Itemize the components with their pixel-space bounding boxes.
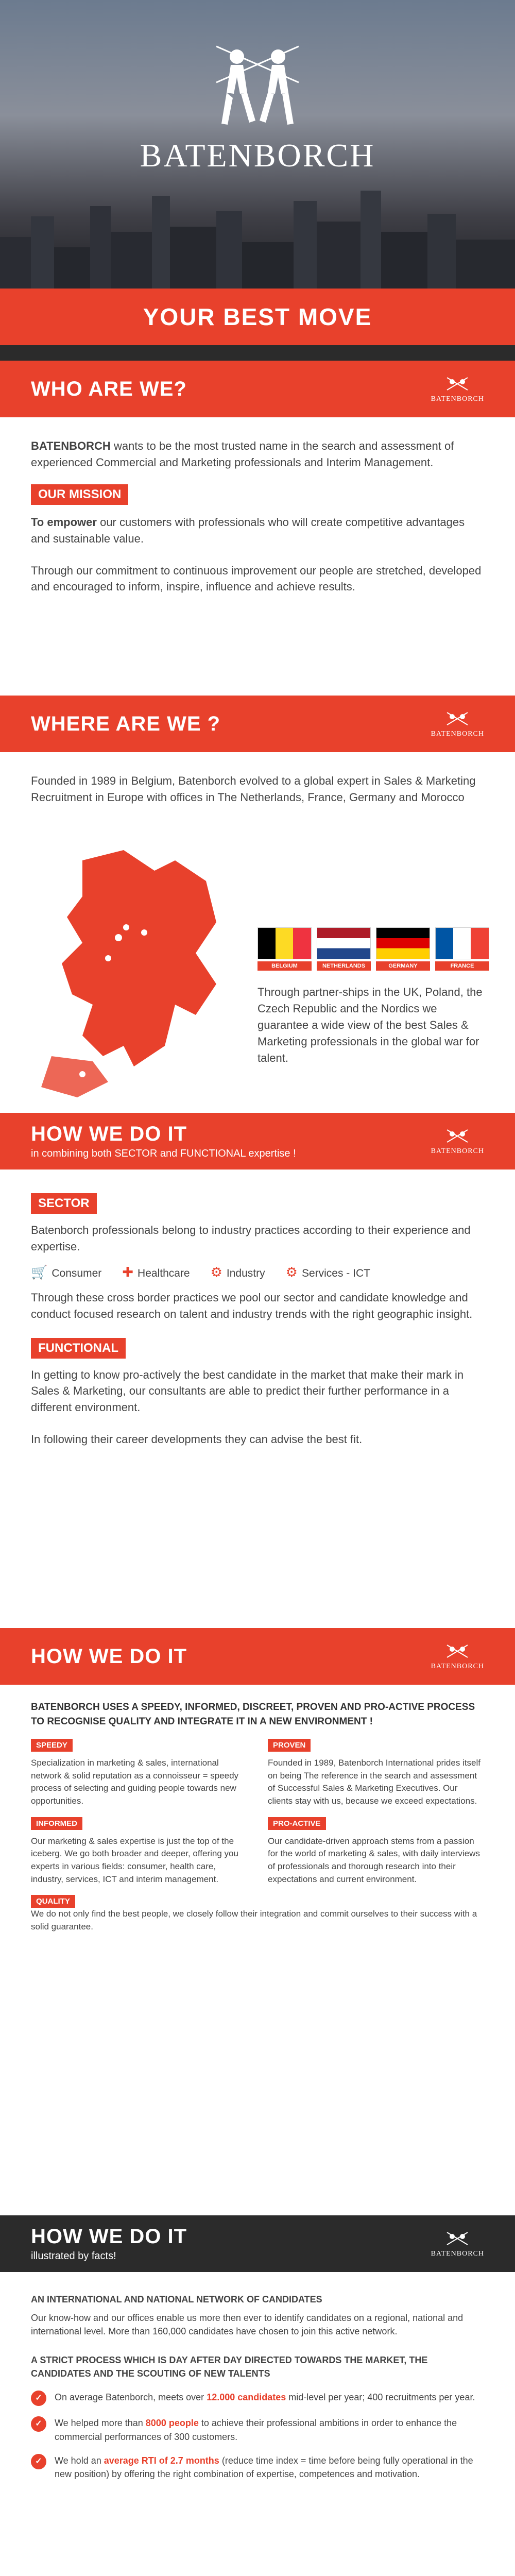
tagline: YOUR BEST MOVE (143, 303, 372, 330)
how2-right-col (268, 1739, 484, 1908)
sector-text: Batenborch professionals belong to industry practices according to their experience and expertise. (31, 1224, 471, 1253)
quality-tag: QUALITY (31, 1895, 75, 1908)
fact-highlight: 8000 people (145, 2418, 199, 2429)
functional-text: In getting to know pro-actively the best candidate in the market that make their mark in Sales & Marketing, our consultants are able to predict their further performance in a different environment. (31, 1368, 464, 1414)
how3-p3: A STRICT PROCESS WHICH IS DAY AFTER DAY DIRECTED TOWARDS THE MARKET, THE CANDIDATES AND THE SCOUTING OF NEW TALENTS (31, 2355, 428, 2379)
fact-row (31, 2416, 484, 2443)
flag-label: FRANCE (435, 961, 489, 971)
how3-subtitle: illustrated by facts! (31, 2250, 116, 2262)
who-intro (31, 438, 484, 471)
flag-belgium (258, 927, 312, 971)
where-panel (0, 752, 515, 1144)
france-flag-icon (435, 927, 489, 959)
flags-row (258, 927, 489, 971)
fact-text (55, 2416, 484, 2443)
how2-lead: BATENBORCH USES A SPEEDY, INFORMED, DISCREET, PROVEN AND PRO-ACTIVE PROCESS TO RECOGNISE QUALITY AND INTEGRATE IT IN A NEW ENVIRONMENT ! (31, 1702, 475, 1727)
fencers-logo-icon (196, 36, 319, 134)
belgium-flag-icon (258, 927, 312, 959)
how-section-2 (0, 1628, 515, 2246)
how2-title: HOW WE DO IT (31, 1645, 187, 1668)
mission-lead: To empower (31, 515, 97, 529)
proactive-text: Our candidate-driven approach stems from a passion for the world of marketing & sales, with daily interviews of professionals and thorough research into their expectations and current environment. (268, 1836, 480, 1884)
fact-highlight: 12.000 candidates (207, 2392, 286, 2403)
sector-label: Healthcare (138, 1267, 190, 1279)
medical-icon: ✚ (122, 1264, 134, 1280)
how1-panel (0, 1170, 515, 1659)
fact-text (55, 2454, 484, 2481)
mini-logo (431, 375, 484, 403)
who-title: WHO ARE WE? (31, 377, 187, 400)
where-section (0, 696, 515, 1144)
functional-tag: FUNCTIONAL (31, 1338, 126, 1359)
fact-post: (reduce time index = time before being fully operational in the new position) by offering the right combination of expertise, competences and motivation. (55, 2455, 473, 2479)
fact-row (31, 2391, 484, 2406)
sector-services (286, 1264, 370, 1280)
sector-icons (31, 1264, 484, 1280)
how2-columns (31, 1739, 484, 1908)
how1-header (0, 1113, 515, 1170)
mission-text (31, 514, 484, 547)
fencers-logo-icon (443, 1127, 472, 1147)
check-icon: ✓ (31, 2454, 46, 2469)
fact-pre: We hold an (55, 2455, 101, 2466)
flag-label: NETHERLANDS (317, 961, 371, 971)
how-section-3 (0, 2215, 515, 2576)
fencers-logo-icon (443, 1642, 472, 1663)
sector-tag: SECTOR (31, 1193, 97, 1214)
where-text: Founded in 1989 in Belgium, Batenborch evolved to a global expert in Sales & Marketing Recruitment in Europe with offices in The Netherlands, France, Germany and Morocco (31, 774, 476, 804)
flag-netherlands (317, 927, 371, 971)
speedy-tag: SPEEDY (31, 1739, 73, 1752)
flag-label: GERMANY (376, 961, 430, 971)
mini-logo-text: BATENBORCH (431, 730, 484, 738)
netherlands-flag-icon (317, 927, 371, 959)
fact-post: mid-level per year; 400 recruitments per year. (288, 2392, 475, 2403)
how3-p1: AN INTERNATIONAL AND NATIONAL NETWORK OF CANDIDATES (31, 2294, 322, 2304)
mini-logo-text: BATENBORCH (431, 2250, 484, 2258)
brand-name: BATENBORCH (140, 137, 375, 174)
flag-france (435, 927, 489, 971)
city-skyline-image (0, 175, 515, 289)
who-intro-text: wants to be the most trusted name in the search and assessment of experienced Commercial and Marketing professionals and Interim Management. (31, 439, 454, 469)
how1-title: HOW WE DO IT (31, 1123, 187, 1145)
mini-logo (431, 709, 484, 738)
hero-logo (0, 36, 515, 175)
mission-tag: OUR MISSION (31, 484, 128, 505)
how-section-1 (0, 1113, 515, 1659)
informed-tag: INFORMED (31, 1817, 82, 1830)
factory-icon: ⚙ (210, 1264, 222, 1280)
mini-logo (431, 1127, 484, 1156)
how3-panel (0, 2272, 515, 2576)
where-text-2: Through partner-ships in the UK, Poland, the Czech Republic and the Nordics we guarantee a wide view of the best Sales & Marketing professionals in the global war for talent. (258, 986, 483, 1064)
how1-subtitle: in combining both SECTOR and FUNCTIONAL expertise ! (31, 1148, 296, 1159)
germany-flag-icon (376, 927, 430, 959)
who-section (0, 361, 515, 726)
fact-row (31, 2454, 484, 2481)
who-intro-brand: BATENBORCH (31, 439, 111, 452)
fencers-logo-icon (443, 709, 472, 730)
cart-icon: 🛒 (31, 1264, 48, 1280)
informed-text: Our marketing & sales expertise is just the top of the iceberg. We go both broader and deeper, offering you experts in various fields: consumer, health care, industry, services, ICT and interim management. (31, 1836, 238, 1884)
functional-text-2: In following their career developments they can advise the best fit. (31, 1433, 363, 1446)
tagline-banner (0, 289, 515, 345)
fact-pre: We helped more than (55, 2418, 143, 2429)
who-header (0, 361, 515, 417)
flag-label: BELGIUM (258, 961, 312, 971)
proven-tag: PROVEN (268, 1739, 311, 1752)
fencers-logo-icon (443, 2229, 472, 2250)
fact-highlight: average RTI of 2.7 months (104, 2455, 219, 2466)
how2-header (0, 1628, 515, 1685)
sector-label: Services - ICT (301, 1267, 370, 1279)
mini-logo-text: BATENBORCH (431, 1663, 484, 1670)
sector-text-2: Through these cross border practices we pool our sector and candidate knowledge and conduct focused research on talent and industry trends with the right geographic insight. (31, 1291, 473, 1320)
fact-post: to achieve their professional ambitions in order to enhance the commercial performances of 300 customers. (55, 2418, 457, 2442)
fact-text (55, 2391, 475, 2404)
how2-left-col (31, 1739, 247, 1908)
proactive-tag: PRO-ACTIVE (268, 1817, 326, 1830)
how2-panel (0, 1685, 515, 2246)
where-title: WHERE ARE WE ? (31, 712, 221, 735)
how3-p2: Our know-how and our offices enable us more then ever to identify candidates on a regional, national and international level. More than 160,000 candidates have chosen to join this active network. (31, 2313, 464, 2337)
flag-germany (376, 927, 430, 971)
sector-label: Consumer (52, 1267, 102, 1279)
mini-logo (431, 1642, 484, 1671)
quality-text: We do not only find the best people, we closely follow their integration and commit ourselves to their success with a solid guarantee. (31, 1909, 477, 1931)
sector-healthcare (122, 1264, 190, 1280)
sector-label: Industry (226, 1267, 265, 1279)
mission-text-2: Through our commitment to continuous improvement our people are stretched, developed and encouraged to inform, inspire, influence and achieve results. (31, 564, 482, 594)
proven-text: Founded in 1989, Batenborch International prides itself on being The reference in the search and assessment of Successful Sales & Marketing Executives. Our clients stay with us, because we exceed expectations. (268, 1758, 480, 1806)
how3-title: HOW WE DO IT (31, 2225, 187, 2248)
europe-map-icon (21, 840, 247, 1108)
check-icon: ✓ (31, 2391, 46, 2406)
mission-body: our customers with professionals who will create competitive advantages and sustainable value. (31, 515, 465, 545)
check-icon: ✓ (31, 2416, 46, 2432)
who-panel (0, 417, 515, 726)
where-header (0, 696, 515, 752)
sector-consumer (31, 1264, 101, 1280)
mini-logo-text: BATENBORCH (431, 395, 484, 403)
mini-logo (431, 2229, 484, 2258)
mini-logo-text: BATENBORCH (431, 1147, 484, 1155)
hero-banner (0, 0, 515, 289)
gear-icon: ⚙ (285, 1264, 298, 1280)
sector-industry (211, 1264, 265, 1280)
speedy-text: Specialization in marketing & sales, international network & solid reputation as a connoisseur = speedy process of selecting and guiding people towards new opportunities. (31, 1758, 239, 1806)
fencers-logo-icon (443, 375, 472, 395)
how3-header (0, 2215, 515, 2272)
fact-pre: On average Batenborch, meets over (55, 2392, 204, 2403)
